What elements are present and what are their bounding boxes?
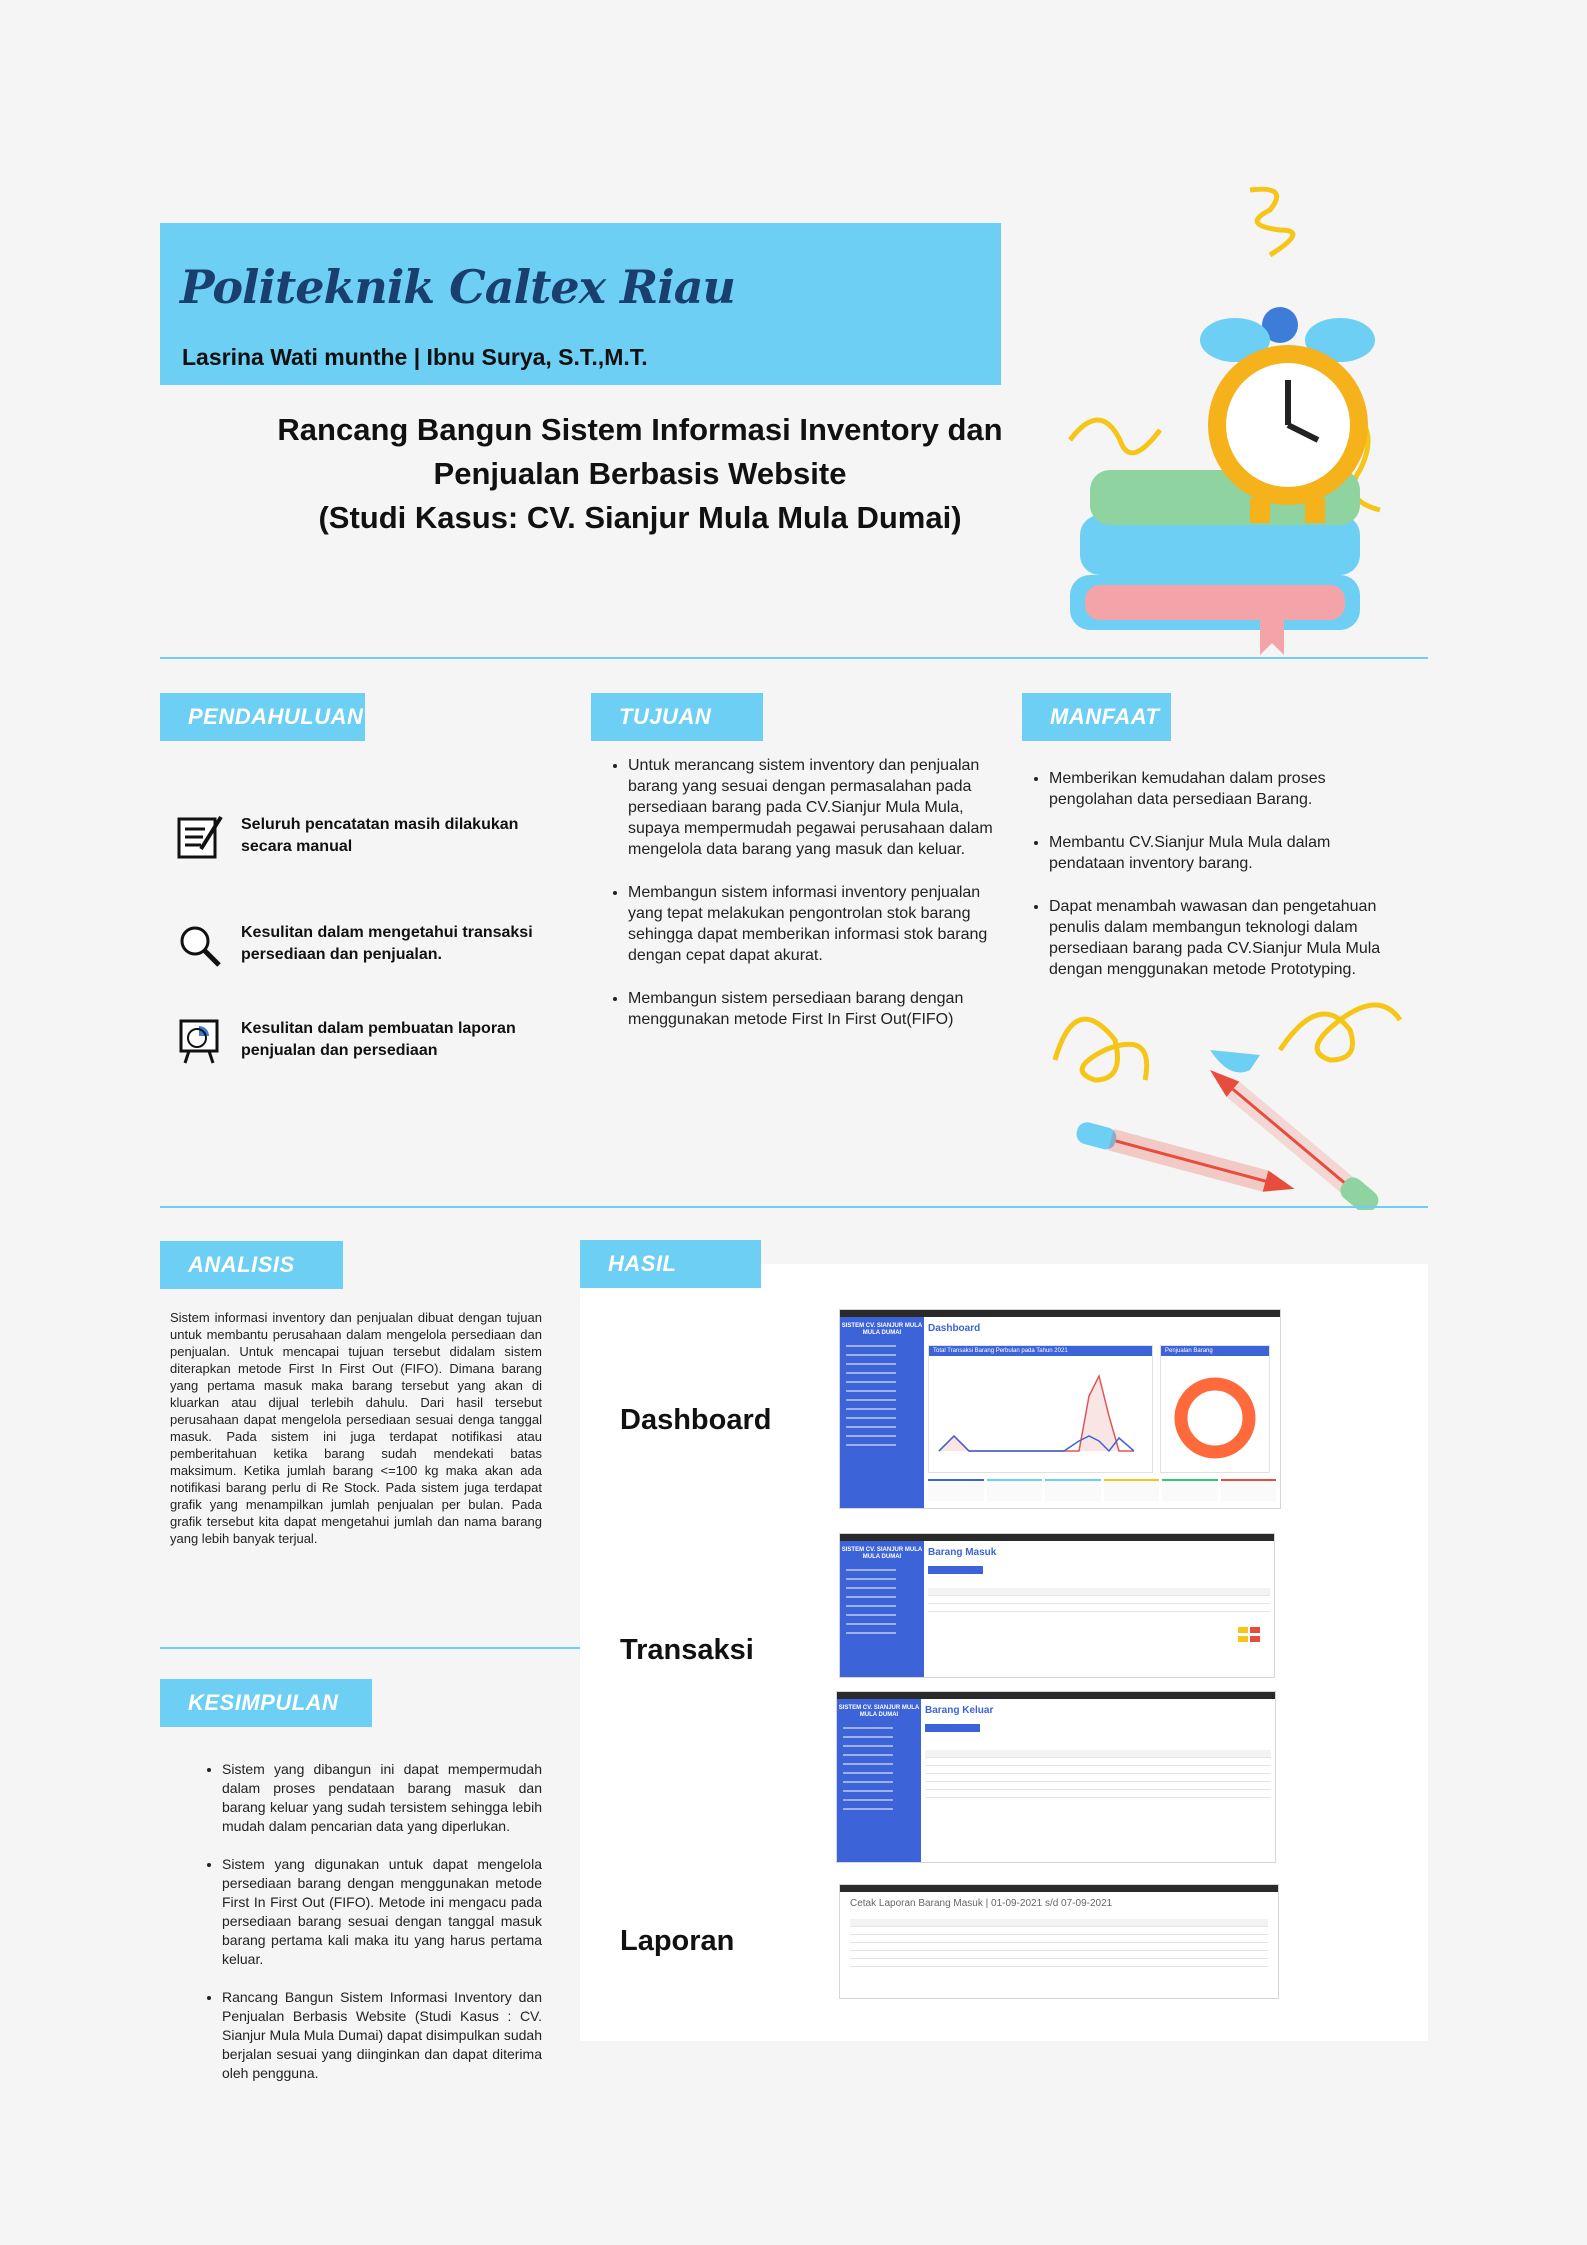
hasil-transaksi-label: Transaksi xyxy=(620,1634,754,1666)
title-line-1: Rancang Bangun Sistem Informasi Inventory dan xyxy=(277,412,1003,447)
barang-masuk-title: Barang Masuk xyxy=(928,1547,997,1558)
manfaat-list xyxy=(1027,768,1407,1002)
laporan-title: Cetak Laporan Barang Masuk | 01-09-2021 s/d 07-09-2021 xyxy=(850,1898,1113,1909)
institution-logo: Politeknik Caltex Riau xyxy=(180,260,735,314)
section-tujuan-label: TUJUAN xyxy=(591,693,763,741)
barang-keluar-screenshot xyxy=(836,1691,1276,1863)
barang-masuk-screenshot xyxy=(839,1533,1275,1678)
section-manfaat-label: MANFAAT xyxy=(1022,693,1171,741)
kesimpulan-item: • Sistem yang digunakan untuk dapat mengelola persediaan barang dengan menggunakan metode First In First Out (FIFO). Metode ini mengacu pada persediaan barang sesuai dengan tanggal masuk barang pertama kali maka itu yang harus pertama keluar. xyxy=(222,1855,542,1969)
app-brand: SISTEM CV. SIANJUR MULA MULA DUMAI xyxy=(841,1547,923,1560)
analisis-text: Sistem informasi inventory dan penjualan dibuat dengan tujuan untuk membantu perusahaan dalam mengelola persediaan dan penjualan. Untuk mencapai tujuan tersebut didalam sistem diterapkan metode First In First Out (FIFO). Dimana barang yang pertama masuk maka barang tersebut yang akan di kluarkan atau dijual terlebih dahulu. Dari hasil tersebut perusahaan dapat mengelola persediaan sesuai denga tanggal masuk. Pada sistem ini juga terdapat notifikasi atau pemberitahuan ketika barang sudah mendekati batas maksimum. Ketika jumlah barang <=100 kg maka akan ada notifikasi barang perlu di Re Stock. Pada sistem juga terdapat grafik yang menampilkan jumlah penjualan per bulan. Pada grafik tersebut kita dapat mengetahui jumlah dan nama barang yang lebih banyak terjual. xyxy=(170,1310,542,1546)
section-analisis-label: ANALISIS xyxy=(160,1241,343,1289)
section-hasil-label: HASIL xyxy=(580,1240,761,1288)
pendahuluan-text: Kesulitan dalam mengetahui transaksi persediaan dan penjualan. xyxy=(241,924,533,963)
tujuan-item: • Membangun sistem informasi inventory penjualan yang tepat melakukan pengontrolan stok barang sehingga dapat memberikan informasi stok barang dengan cepat dapat akurat. xyxy=(628,882,1001,966)
pendahuluan-item xyxy=(175,920,555,970)
section-kesimpulan-label: KESIMPULAN xyxy=(160,1679,372,1727)
app-brand: SISTEM CV. SIANJUR MULA MULA DUMAI xyxy=(841,1323,923,1336)
stat-cards xyxy=(928,1479,1276,1501)
authors: Lasrina Wati munthe | Ibnu Surya, S.T.,M.T. xyxy=(182,344,648,370)
line-chart-title: Total Transaksi Barang Perbulan pada Tahun 2021 xyxy=(929,1346,1152,1356)
laporan-screenshot xyxy=(839,1884,1279,1999)
hasil-dashboard-label: Dashboard xyxy=(620,1404,772,1436)
presentation-icon xyxy=(175,1016,223,1066)
barang-keluar-title: Barang Keluar xyxy=(925,1705,994,1716)
pendahuluan-text: Seluruh pencatatan masih dilakukan secara manual xyxy=(241,816,519,855)
kesimpulan-item: • Sistem yang dibangun ini dapat mempermudah dalam proses pendataan barang masuk dan barang keluar yang sudah tersistem sehingga lebih mudah dalam pencarian data yang diperlukan. xyxy=(222,1760,542,1836)
pendahuluan-item xyxy=(175,1016,555,1066)
title-line-3: (Studi Kasus: CV. Sianjur Mula Mula Dumai) xyxy=(318,500,962,535)
app-brand: SISTEM CV. SIANJUR MULA MULA DUMAI xyxy=(838,1705,920,1718)
manfaat-item: • Membantu CV.Sianjur Mula Mula dalam pendataan inventory barang. xyxy=(1049,832,1407,874)
tujuan-item: • Membangun sistem persediaan barang dengan menggunakan metode First In First Out(FIFO) xyxy=(628,988,1001,1030)
dashboard-screenshot xyxy=(839,1309,1281,1509)
magnifier-icon xyxy=(175,920,223,970)
dashboard-page-title: Dashboard xyxy=(928,1323,981,1334)
alarm-clock-books-illustration xyxy=(1050,180,1430,670)
donut-chart-title: Penjualan Barang xyxy=(1161,1346,1269,1356)
kesimpulan-item: • Rancang Bangun Sistem Informasi Inventory dan Penjualan Berbasis Website (Studi Kasus : CV. Sianjur Mula Mula Dumai) dapat disimpulkan sudah berjalan sesuai yang diinginkan dan dapat diterima oleh pengguna. xyxy=(222,1988,542,2083)
kesimpulan-list xyxy=(200,1760,542,2105)
tujuan-list xyxy=(606,755,1001,1052)
divider-middle xyxy=(160,1206,1428,1208)
app-sidebar xyxy=(840,1317,924,1508)
divider-top xyxy=(160,657,1428,659)
pendahuluan-text: Kesulitan dalam pembuatan laporan penjualan dan persediaan xyxy=(241,1020,516,1059)
section-pendahuluan-label: PENDAHULUAN xyxy=(160,693,365,741)
line-chart xyxy=(929,1356,1152,1466)
manfaat-item: • Memberikan kemudahan dalam proses pengolahan data persediaan Barang. xyxy=(1049,768,1407,810)
pencils-illustration xyxy=(1050,990,1430,1210)
notepad-icon xyxy=(175,812,223,862)
pendahuluan-item xyxy=(175,812,555,862)
app-sidebar xyxy=(837,1699,921,1862)
manfaat-item: • Dapat menambah wawasan dan pengetahuan penulis dalam membangun teknologi dalam persediaan barang pada CV.Sianjur Mula Mula dengan menggunakan metode Prototyping. xyxy=(1049,896,1407,980)
divider-left xyxy=(160,1647,580,1649)
title-line-2: Penjualan Berbasis Website xyxy=(433,456,847,491)
app-sidebar xyxy=(840,1541,924,1677)
poster-title xyxy=(240,408,1040,540)
hasil-laporan-label: Laporan xyxy=(620,1925,735,1957)
tujuan-item: • Untuk merancang sistem inventory dan penjualan barang yang sesuai dengan permasalahan pada persediaan barang pada CV.Sianjur Mula Mula, supaya mempermudah pegawai perusahaan dalam mengelola data barang yang masuk dan keluar. xyxy=(628,755,1001,860)
donut-chart xyxy=(1161,1356,1269,1466)
